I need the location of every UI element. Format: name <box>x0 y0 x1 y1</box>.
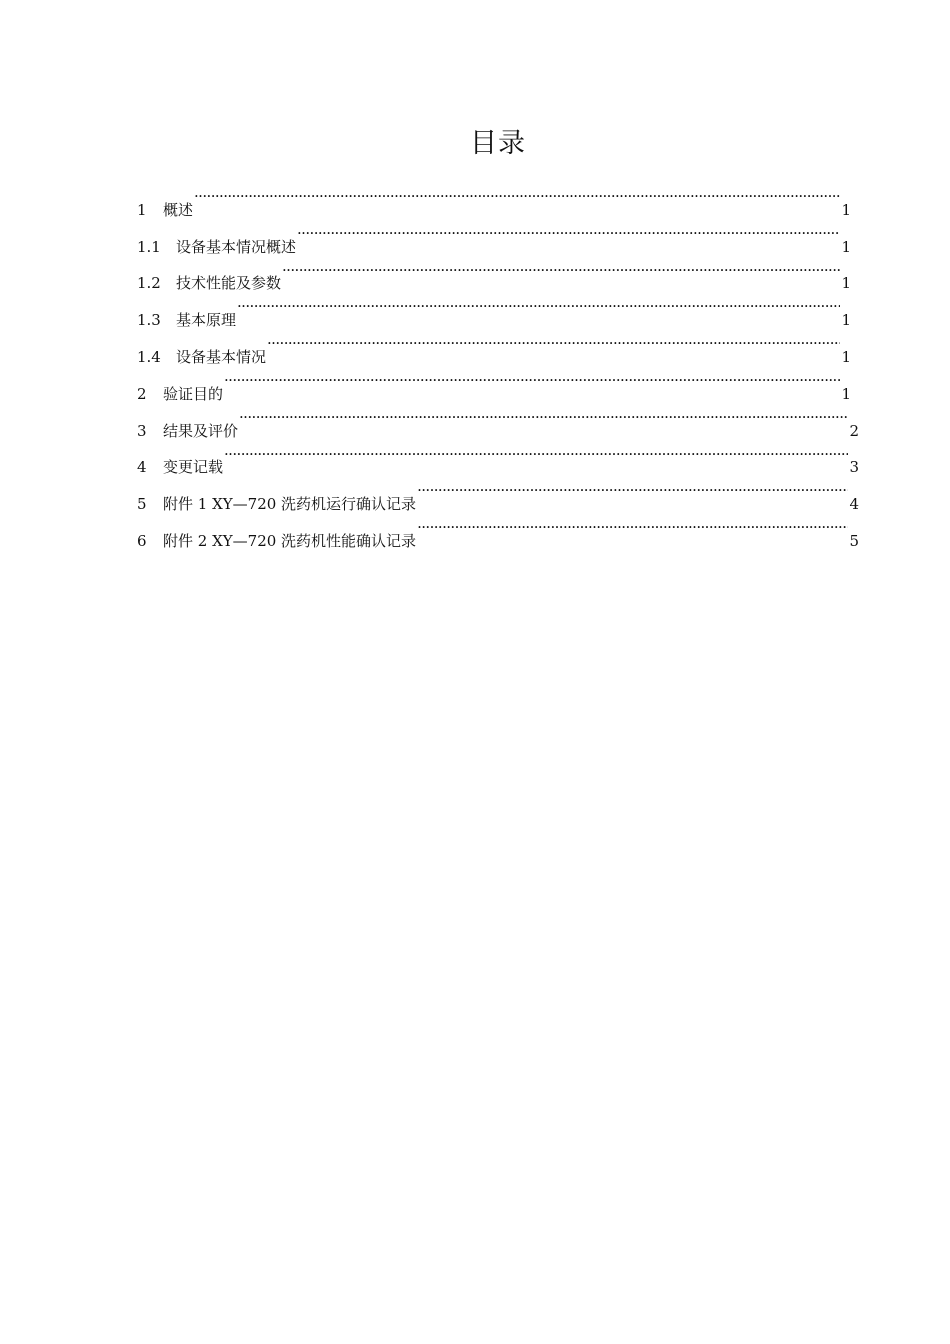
toc-leader-dots <box>417 472 848 509</box>
toc-leader-dots <box>282 252 840 289</box>
toc-entry-number: 1.3 <box>137 311 161 330</box>
toc-entry-number: 6 <box>137 531 147 550</box>
toc-leader-dots <box>224 436 848 473</box>
toc-title: 目录 <box>470 128 526 159</box>
toc-leader-dots <box>267 325 840 362</box>
toc-entry-page: 3 <box>849 458 859 477</box>
toc-entry-page: 1 <box>841 384 851 403</box>
toc-entry-page: 2 <box>849 421 859 440</box>
toc-entry-4[interactable] <box>137 436 859 477</box>
toc-entry-number: 1.4 <box>137 347 161 366</box>
toc-entry-1[interactable] <box>137 178 851 219</box>
toc-entry-number: 4 <box>137 458 147 477</box>
toc-entry-text: 概述 <box>163 200 194 219</box>
toc-entry-page: 1 <box>841 274 851 293</box>
toc-entry-number: 3 <box>137 421 147 440</box>
toc-entry-2[interactable] <box>137 362 851 403</box>
toc-leader-dots <box>239 399 848 436</box>
toc-entry-text: 变更记载 <box>163 458 224 477</box>
toc-entry-text: 技术性能及参数 <box>176 274 282 293</box>
toc-entry-text: 结果及评价 <box>163 421 239 440</box>
toc-leader-dots <box>224 362 840 399</box>
toc-entry-number: 5 <box>137 495 147 514</box>
toc-entry-5[interactable] <box>137 472 859 514</box>
toc-leader-dots <box>297 215 840 252</box>
toc-entry-3[interactable] <box>137 399 859 440</box>
toc-leader-dots <box>417 509 848 546</box>
toc-entry-text: 基本原理 <box>176 311 237 330</box>
toc-entry-page: 1 <box>841 200 851 219</box>
toc-entry-page: 4 <box>849 495 859 514</box>
toc-entry-page: 1 <box>841 311 851 330</box>
toc-entry-number: 1 <box>137 200 147 219</box>
toc-entry-number: 1.1 <box>137 237 161 256</box>
toc-entry-1-3[interactable] <box>137 288 851 330</box>
toc-leader-dots <box>237 288 840 325</box>
toc-entry-1-1[interactable] <box>137 215 851 256</box>
toc-entry-text: 设备基本情况概述 <box>176 237 297 256</box>
toc-entry-page: 1 <box>841 237 851 256</box>
toc-entry-text: 设备基本情况 <box>176 347 267 366</box>
toc-entry-page: 1 <box>841 347 851 366</box>
toc-entry-text: 验证目的 <box>163 384 224 403</box>
toc-entry-text: 附件 1 XY—720 洗药机运行确认记录 <box>163 495 417 514</box>
toc-list <box>137 178 859 550</box>
toc-leader-dots <box>194 178 840 215</box>
toc-entry-1-4[interactable] <box>137 325 851 366</box>
toc-entry-number: 2 <box>137 384 147 403</box>
toc-entry-number: 1.2 <box>137 274 161 293</box>
toc-entry-text: 附件 2 XY—720 洗药机性能确认记录 <box>163 531 417 550</box>
toc-entry-page: 5 <box>849 531 859 550</box>
